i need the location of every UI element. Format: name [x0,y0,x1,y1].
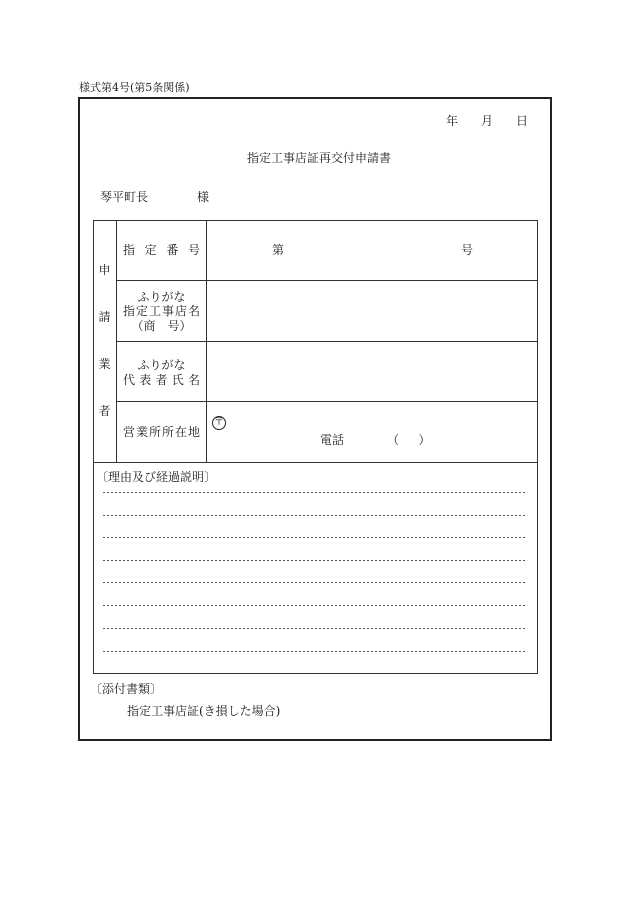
phone-label: 電話 [320,433,345,447]
addressee-honorific: 様 [197,190,210,204]
form-number-label: 様式第4号(第5条関係) [79,81,190,94]
reason-blank-line [103,651,527,652]
office-address-label: 営業所所在地 [123,425,200,439]
representative-label: 代 表 者 氏 名 [123,373,200,387]
reason-blank-line [103,537,527,538]
attachments-heading: 〔添付書類〕 [90,682,163,696]
reason-blank-line [103,560,527,561]
table-divider-row [116,341,537,342]
reason-blank-line [103,492,527,493]
designation-number-suffix: 号 [461,243,474,257]
business-name-label: 指定工事店名 [123,304,200,318]
designation-number-label: 指 定 番 号 [123,243,200,257]
table-divider-row [116,401,537,402]
form-title: 指定工事店証再交付申請書 [247,151,392,165]
business-name-sub-label: （商 号） [131,319,192,333]
phone-parentheses: （ ） [387,433,430,447]
reason-blank-line [103,628,527,629]
date-year-label: 年 [446,114,459,128]
attachment-item: 指定工事店証(き損した場合) [127,704,281,718]
date-month-label: 月 [481,114,494,128]
business-name-furigana: ふりがな [137,290,186,304]
reason-blank-line [103,515,527,516]
applicant-section-label: 申請業者 [98,263,111,418]
postal-mark-icon: 〒 [214,417,224,428]
reason-blank-line [103,605,527,606]
designation-number-prefix: 第 [272,243,285,257]
representative-furigana: ふりがな [137,358,186,372]
table-divider-reason [93,462,538,463]
reason-blank-line [103,582,527,583]
addressee-name: 琴平町長 [100,190,149,204]
reason-heading: 〔理由及び経過説明〕 [96,470,217,484]
date-day-label: 日 [516,114,529,128]
table-divider-row [116,280,537,281]
